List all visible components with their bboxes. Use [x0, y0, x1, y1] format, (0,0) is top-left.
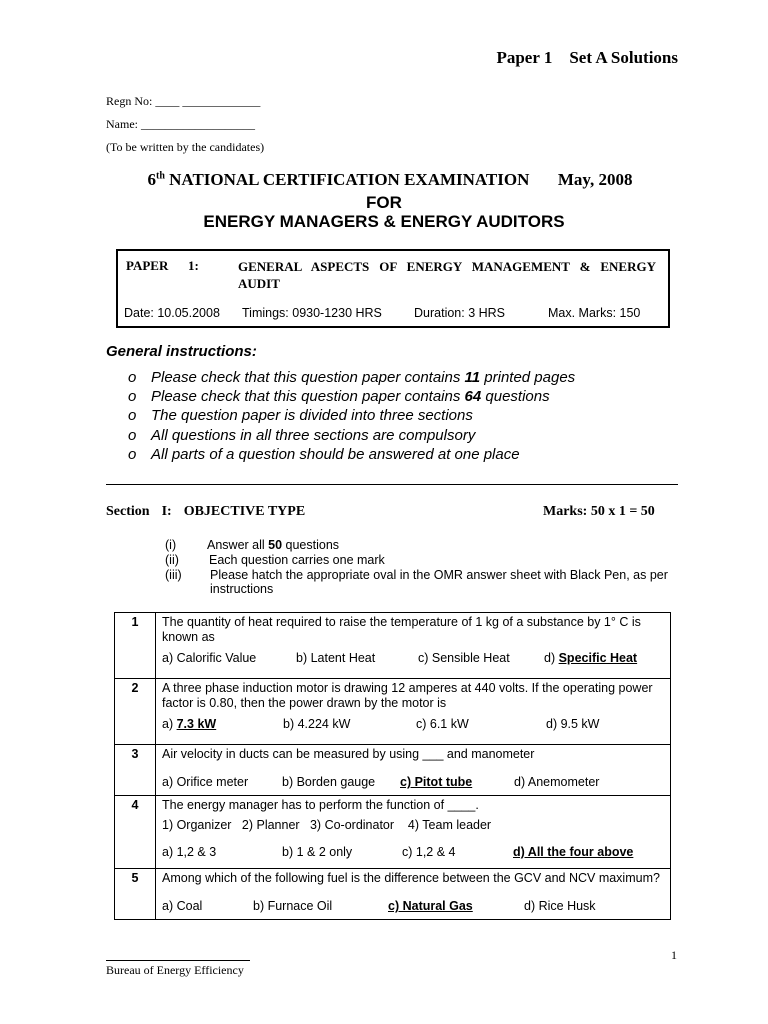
question-text: Air velocity in ducts can be measured by using ___ and manometer: [162, 747, 535, 761]
option-d: d) Rice Husk: [524, 899, 596, 913]
edition-superscript: th: [156, 170, 165, 182]
question-body: [156, 796, 671, 869]
answer-option: 7.3 kW: [176, 717, 217, 731]
question-body: [156, 869, 671, 920]
question-text: The quantity of heat required to raise the temperature of 1 kg of a substance by 1° C is known as: [162, 615, 641, 644]
sub-options: 1) Organizer 2) Planner 3) Co-ordinator 4) Team leader: [162, 818, 492, 832]
paper-timings: Timings: 0930-1230 HRS: [242, 306, 382, 320]
question-body: [156, 613, 671, 679]
title-for: FOR: [366, 193, 402, 212]
options-row: [162, 845, 664, 863]
candidate-note: (To be written by the candidates): [106, 140, 265, 154]
option-a: a) Calorific Value: [162, 651, 257, 665]
document-header: Paper 1 Set A Solutions: [496, 48, 678, 67]
paper-label: PAPER: [126, 258, 169, 273]
section-name: OBJECTIVE TYPE: [183, 504, 306, 519]
bullet: o: [128, 446, 137, 463]
section-instruction-cont: instructions: [210, 582, 274, 596]
section-divider: [106, 484, 678, 485]
instruction-text: Please hatch the appropriate oval in the OMR answer sheet with Black Pen, as per: [210, 568, 668, 582]
option-b: b) Borden gauge: [282, 775, 376, 789]
question-body: [156, 679, 671, 745]
instruction-number: (i): [165, 538, 177, 552]
section-instruction: [165, 553, 385, 567]
question-text: Among which of the following fuel is the difference between the GCV and NCV maximum?: [162, 871, 660, 885]
question-number: 5: [115, 869, 156, 920]
questions-table: [114, 612, 671, 920]
general-instructions-heading: General instructions:: [106, 343, 257, 360]
question-row: [115, 679, 671, 745]
instruction-text: Please check that this question paper contains: [151, 388, 465, 405]
options-row: [162, 651, 664, 669]
question-number: 2: [115, 679, 156, 745]
paper-info-box: [116, 249, 670, 328]
option-b: b) Latent Heat: [296, 651, 376, 665]
options-row: [162, 717, 664, 735]
option-prefix: a): [162, 717, 177, 731]
question-text: A three phase induction motor is drawing 12 amperes at 440 volts. If the operating power factor is 0.80, then the power drawn by the motor is: [162, 681, 653, 710]
footer-divider: [106, 960, 250, 961]
instruction-item: [128, 388, 550, 405]
answer-option: c) Pitot tube: [400, 775, 473, 789]
option-b: b) 4.224 kW: [283, 717, 351, 731]
exam-name: NATIONAL CERTIFICATION EXAMINATION: [169, 170, 530, 189]
paper-number: 1:: [188, 258, 199, 273]
option-c: c) 6.1 kW: [416, 717, 469, 731]
section-instruction: [165, 568, 668, 582]
section-roman: I:: [161, 504, 172, 519]
question-row: [115, 869, 671, 920]
section-title: [106, 504, 317, 520]
option-d: [544, 651, 637, 665]
section-marks: Marks: 50 x 1 = 50: [543, 504, 655, 519]
section-word: Section: [106, 504, 150, 519]
answer-option: Specific Heat: [558, 651, 638, 665]
options-row: [162, 899, 664, 917]
instruction-text: All questions in all three sections are compulsory: [151, 427, 476, 444]
regn-no-field: Regn No: ____ _____________: [106, 94, 261, 108]
question-row: [115, 745, 671, 796]
option-c: c) Sensible Heat: [418, 651, 510, 665]
instruction-text: The question paper is divided into three sections: [151, 407, 473, 424]
paper-name: GENERAL ASPECTS OF ENERGY MANAGEMENT & ENERGY AUDIT: [238, 259, 656, 291]
instruction-number: (ii): [165, 553, 179, 567]
instruction-item: [128, 407, 473, 424]
instruction-text: Each question carries one mark: [209, 553, 385, 567]
question-row: [115, 796, 671, 869]
edition-number: 6: [147, 170, 156, 189]
question-number: 1: [115, 613, 156, 679]
option-d: d) Anemometer: [514, 775, 600, 789]
option-a: a) 1,2 & 3: [162, 845, 217, 859]
bullet: o: [128, 407, 137, 424]
instruction-item: [128, 427, 475, 444]
exam-title: [90, 170, 690, 190]
paper-duration: Duration: 3 HRS: [414, 306, 506, 320]
option-a: a) Coal: [162, 899, 203, 913]
instruction-item: [128, 446, 520, 463]
paper-date: Date: 10.05.2008: [124, 306, 220, 320]
instruction-item: [128, 369, 575, 386]
exam-date: May, 2008: [557, 170, 633, 189]
instruction-text: Answer all: [207, 538, 269, 552]
option-a: [162, 717, 216, 731]
instruction-bold: 64: [464, 388, 482, 405]
question-text: The energy manager has to perform the function of ____.: [162, 798, 479, 812]
section-instruction: [165, 538, 339, 552]
instruction-text: printed pages: [480, 369, 576, 386]
instruction-text: Please check that this question paper contains: [151, 369, 465, 386]
instruction-number: (iii): [165, 568, 182, 582]
name-field: Name: ___________________: [106, 117, 255, 131]
question-row: [115, 613, 671, 679]
option-b: b) Furnace Oil: [253, 899, 333, 913]
answer-option: d) All the four above: [513, 845, 634, 859]
bullet: o: [128, 427, 137, 444]
option-b: b) 1 & 2 only: [282, 845, 353, 859]
paper-max-marks: Max. Marks: 150: [548, 306, 641, 320]
instruction-text: All parts of a question should be answered at one place: [151, 446, 520, 463]
answer-option: c) Natural Gas: [388, 899, 473, 913]
options-row: [162, 775, 664, 793]
instruction-text: questions: [282, 538, 340, 552]
title-audience: ENERGY MANAGERS & ENERGY AUDITORS: [203, 212, 565, 231]
option-prefix: d): [544, 651, 559, 665]
instruction-bold: 50: [268, 538, 283, 552]
question-number: 3: [115, 745, 156, 796]
footer-org: Bureau of Energy Efficiency: [106, 963, 244, 977]
option-c: c) 1,2 & 4: [402, 845, 456, 859]
option-a: a) Orifice meter: [162, 775, 249, 789]
instruction-bold: 11: [464, 369, 481, 386]
bullet: o: [128, 388, 137, 405]
question-number: 4: [115, 796, 156, 869]
page-number: 1: [671, 948, 677, 962]
option-d: d) 9.5 kW: [546, 717, 600, 731]
question-body: [156, 745, 671, 796]
instruction-text: questions: [481, 388, 550, 405]
bullet: o: [128, 369, 137, 386]
